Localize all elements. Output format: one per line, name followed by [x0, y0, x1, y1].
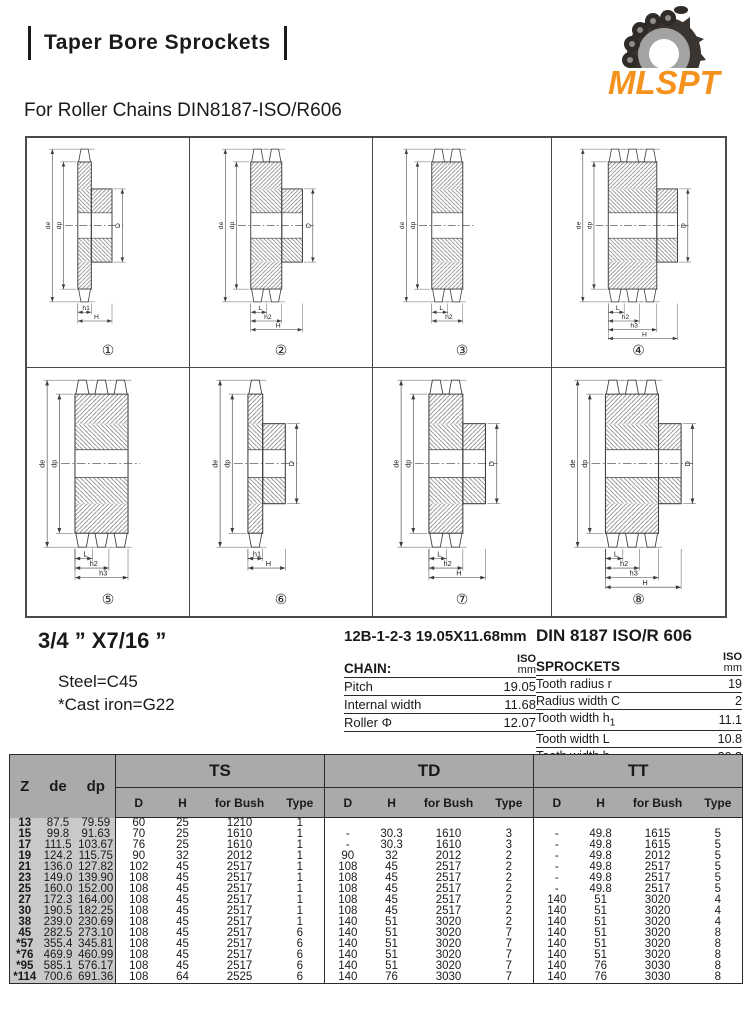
table-row: 30 190.5 182.25 108 45 2517 1 108 45 2517 2 140 51 3020 4 [10, 906, 743, 917]
col-header-tt-d: D [534, 788, 580, 818]
svg-text:dp: dp [222, 459, 232, 468]
table-row: 38 239.0 230.69 108 45 2517 1 140 51 3020 2 140 51 3020 4 [10, 917, 743, 928]
svg-text:dp: dp [586, 221, 594, 230]
page-title: Taper Bore Sprockets [28, 26, 287, 60]
chain-spec-block [344, 628, 536, 732]
col-header-ts-type: Type [276, 788, 325, 818]
page-title-wrap [28, 26, 287, 60]
spec-row: Internal width 11.68 [344, 697, 536, 712]
svg-text:dp: dp [229, 221, 237, 230]
drawing-number: ③ [455, 342, 469, 359]
spec-row: Tooth width $h_1$ 11.1 [536, 711, 742, 729]
dimension-table [9, 754, 743, 984]
svg-text:H: H [265, 558, 272, 568]
chain-table-label: CHAIN: [344, 653, 479, 678]
sprocket-drawing [190, 138, 372, 340]
col-header-tt-type: Type [694, 788, 743, 818]
table-row: 25 160.0 152.00 108 45 2517 1 108 45 2517 2 - 49.8 2517 5 [10, 884, 743, 895]
svg-text:de: de [398, 221, 406, 230]
table-row: 15 99.8 91.63 70 25 1610 1 - 30.3 1610 3 - 49.8 1615 5 [10, 829, 743, 840]
sprocket-drawing [552, 138, 725, 340]
sprocket-drawing [552, 368, 725, 589]
col-header-ts-h: H [162, 788, 204, 818]
table-row: *57 355.4 345.81 108 45 2517 6 140 51 3020 7 140 51 3020 8 [10, 939, 743, 950]
svg-text:h2: h2 [264, 313, 272, 321]
sprocket-drawing [373, 138, 551, 340]
svg-text:h1: h1 [82, 305, 90, 313]
logo-text: MLSPT [608, 64, 720, 98]
svg-text:D: D [680, 223, 688, 228]
svg-text:h2: h2 [445, 313, 453, 321]
table-row: *114 700.6 691.36 108 64 2525 6 140 76 3030 7 140 76 3030 8 [10, 972, 743, 984]
col-header-ts-d: D [116, 788, 162, 818]
group-header-td: TD [325, 755, 534, 788]
drawing-cell-8 [552, 368, 725, 616]
svg-text:L: L [437, 549, 442, 559]
col-header-td-for-bush: for Bush [413, 788, 485, 818]
col-header-td-h: H [371, 788, 413, 818]
drawing-cell-1 [27, 138, 190, 368]
table-row: *76 469.9 460.99 108 45 2517 6 140 51 3020 7 140 51 3020 8 [10, 950, 743, 961]
svg-text:D: D [305, 223, 313, 228]
drawing-number: ② [274, 342, 288, 359]
table-row: 13 87.5 79.59 60 25 1210 1 [10, 818, 743, 830]
col-header-z: Z [10, 755, 40, 818]
group-header-ts: TS [116, 755, 325, 788]
material-line: *Cast iron=G22 [58, 695, 175, 714]
svg-text:H: H [275, 322, 281, 330]
svg-text:D: D [114, 223, 122, 228]
svg-text:dp: dp [403, 459, 413, 468]
svg-text:de: de [567, 459, 577, 468]
size-label: 3/4 ” X7/16 ” [38, 628, 167, 653]
spec-row: Tooth radius r 19 [536, 677, 742, 691]
svg-text:de: de [575, 221, 583, 230]
table-row: 21 136.0 127.82 102 45 2517 1 108 45 2517 2 - 49.8 2517 5 [10, 862, 743, 873]
svg-text:D: D [287, 461, 297, 467]
svg-text:L: L [439, 305, 444, 313]
group-header-tt: TT [534, 755, 743, 788]
svg-text:H: H [642, 331, 647, 339]
material-line: Steel=C45 [58, 672, 138, 691]
spec-row: Pitch 19.05 [344, 679, 536, 694]
chain-title: 12B-1-2-3 19.05X11.68mm [344, 628, 527, 645]
svg-text:h1: h1 [253, 549, 262, 559]
sprocket-drawing [27, 138, 189, 340]
spec-row: Roller Φ 12.07 [344, 715, 536, 730]
drawing-number: ⑧ [632, 591, 645, 607]
drawing-cell-2 [190, 138, 373, 368]
svg-text:L: L [83, 549, 88, 559]
col-header-tt-for-bush: for Bush [622, 788, 694, 818]
drawing-number: ⑤ [101, 591, 115, 607]
sprocket-drawing [190, 368, 372, 589]
spec-row: Radius width C 2 [536, 694, 742, 708]
sprocket-drawing [27, 368, 189, 589]
spec-row: Tooth width L 10.8 [536, 731, 742, 746]
col-header-de: de [40, 755, 77, 818]
svg-text:h2: h2 [443, 558, 452, 568]
svg-text:L: L [615, 305, 620, 313]
col-header-td-type: Type [485, 788, 534, 818]
drawing-number: ⑦ [455, 591, 469, 607]
drawing-cell-3 [373, 138, 552, 368]
svg-text:h3: h3 [630, 322, 638, 330]
svg-text:h2: h2 [620, 558, 629, 568]
table-row: 45 282.5 273.10 108 45 2517 6 140 51 3020 7 140 51 3020 8 [10, 928, 743, 939]
table-row: *95 585.1 576.17 108 45 2517 6 140 51 3020 7 140 76 3030 8 [10, 961, 743, 972]
svg-text:H: H [642, 578, 648, 588]
svg-text:L: L [613, 549, 618, 559]
svg-text:D: D [682, 461, 692, 467]
svg-text:de: de [391, 459, 401, 468]
sprocket-table-label: SPROCKETS [536, 651, 696, 676]
drawings-grid [25, 136, 727, 618]
material-notes [58, 670, 175, 716]
subtitle: For Roller Chains DIN8187-ISO/R606 [24, 100, 342, 121]
drawing-cell-4 [552, 138, 725, 368]
unit-header: ISO mm [696, 651, 742, 676]
svg-text:de: de [44, 221, 52, 230]
drawing-number: ① [101, 342, 115, 359]
col-header-tt-h: H [580, 788, 622, 818]
sprocket-drawing [373, 368, 551, 589]
svg-text:L: L [258, 305, 263, 313]
svg-text:h3: h3 [629, 568, 638, 578]
svg-text:D: D [487, 461, 497, 467]
svg-text:de: de [37, 459, 47, 468]
col-header-ts-for-bush: for Bush [204, 788, 276, 818]
mlspt-logo [586, 2, 744, 98]
svg-text:H: H [456, 568, 462, 578]
svg-text:de: de [210, 459, 220, 468]
table-row: 17 111.5 103.67 76 25 1610 1 - 30.3 1610 3 - 49.8 1615 5 [10, 840, 743, 851]
svg-text:dp: dp [49, 459, 59, 468]
drawing-number: ⑥ [274, 591, 288, 607]
col-header-td-d: D [325, 788, 371, 818]
table-row: 27 172.3 164.00 108 45 2517 1 108 45 2517 2 140 51 3020 4 [10, 895, 743, 906]
svg-text:dp: dp [410, 221, 418, 230]
col-header-dp: dp [77, 755, 116, 818]
drawing-cell-6 [190, 368, 373, 616]
drawing-cell-5 [27, 368, 190, 616]
svg-text:h2: h2 [621, 313, 630, 321]
chain-table [344, 653, 536, 732]
sprocket-title: DIN 8187 ISO/R 606 [536, 626, 692, 645]
svg-text:dp: dp [580, 459, 590, 468]
svg-text:h3: h3 [99, 568, 108, 578]
svg-text:de: de [217, 221, 225, 230]
table-row: 23 149.0 139.90 108 45 2517 1 108 45 2517 2 - 49.8 2517 5 [10, 873, 743, 884]
svg-text:h2: h2 [89, 558, 98, 568]
svg-text:dp: dp [56, 221, 64, 230]
drawing-cell-7 [373, 368, 552, 616]
drawing-number: ④ [632, 342, 645, 359]
table-row: 19 124.2 115.75 90 32 2012 1 90 32 2012 2 - 49.8 2012 5 [10, 851, 743, 862]
unit-header: ISO mm [479, 653, 536, 678]
svg-text:H: H [94, 313, 99, 321]
